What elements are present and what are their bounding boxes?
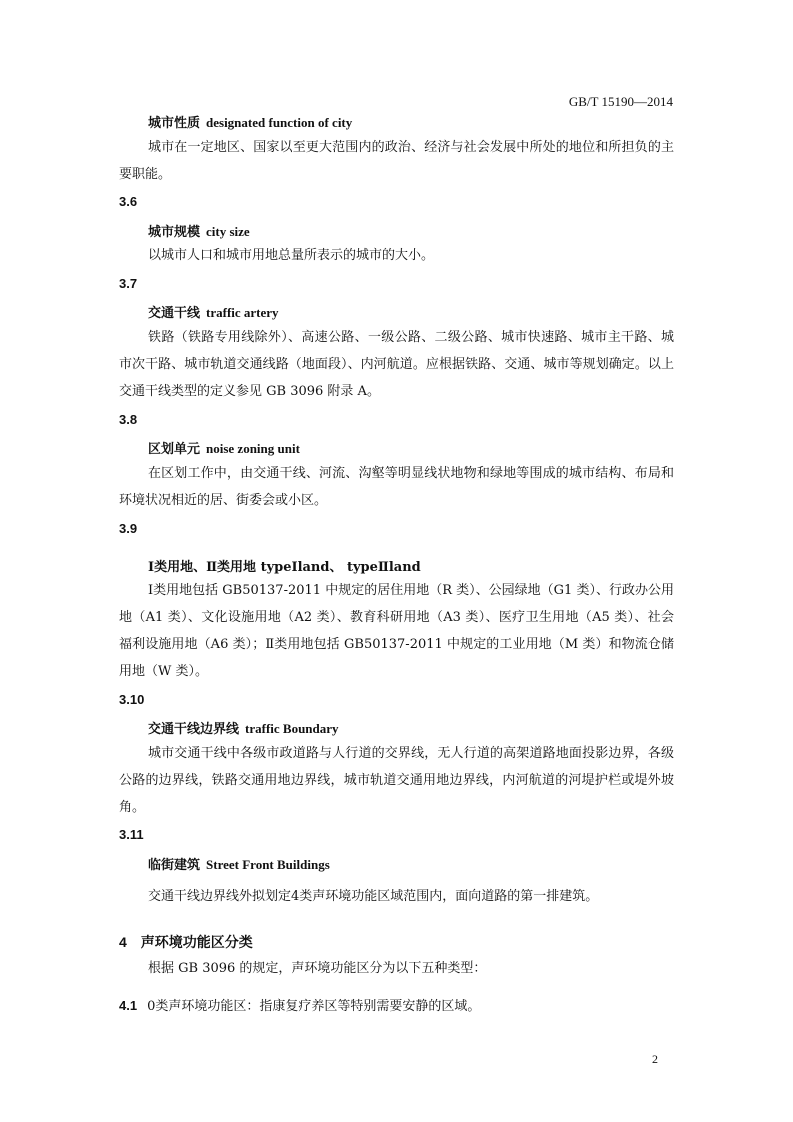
- subclause-number: 4.1: [119, 998, 138, 1013]
- term-cn: 城市规模: [148, 225, 201, 240]
- term-en: Street Front Buildings: [206, 857, 330, 872]
- section-title: 声环境功能区分类: [140, 935, 253, 951]
- term-cn: 临街建筑: [148, 858, 201, 873]
- clause-number: 3.7: [119, 276, 138, 291]
- definition-city-function: 城市在一定地区、国家以至更大范围内的政治、经济与社会发展中所处的地位和所担负的主要职能。: [119, 140, 674, 182]
- subclause-text: 0类声环境功能区：指康复疗养区等特别需要安静的区域。: [147, 999, 481, 1014]
- standard-header: GB/T 15190—2014: [568, 94, 673, 109]
- term-cn: 城市性质: [148, 116, 201, 131]
- page-number: 2: [652, 1052, 658, 1066]
- term-en: traffic Boundary: [245, 721, 339, 736]
- clause-number: 3.8: [119, 412, 138, 427]
- definition-noise-zoning-unit: 在区划工作中，由交通干线、河流、沟壑等明显线状地物和绿地等围成的城市结构、布局和环境状况相近的居、街委会或小区。: [119, 466, 674, 508]
- definition-traffic-boundary: 城市交通干线中各级市政道路与人行道的交界线，无人行道的高架道路地面投影边界，各级公路的边界线，铁路交通用地边界线，城市轨道交通用地边界线，内河航道的河堤护栏或堤外坡角。: [119, 746, 674, 815]
- subclause-4-1: [119, 995, 480, 1014]
- clause-number: 3.10: [119, 692, 145, 707]
- definition-traffic-artery: 铁路（铁路专用线除外）、高速公路、一级公路、二级公路、城市快速路、城市主干路、城市次干路、城市轨道交通线路（地面段）、内河航道。应根据铁路、交通、城市等规划确定。以上交通干线类型的定义参见 GB 3096 附录 A。: [119, 330, 674, 399]
- section-intro: 根据 GB 3096 的规定，声环境功能区分为以下五种类型：: [148, 961, 487, 976]
- term-en: designated function of city: [206, 115, 353, 130]
- definition-city-size: 以城市人口和城市用地总量所表示的城市的大小。: [148, 248, 435, 263]
- term-en: noise zoning unit: [206, 441, 300, 456]
- term-city-function: [148, 112, 352, 131]
- term-city-size: [148, 221, 250, 240]
- term-land-type: Ⅰ类用地、Ⅱ类用地 typeⅠland、 typeⅡland: [148, 560, 421, 575]
- term-traffic-artery: [148, 302, 279, 321]
- definition-street-front-buildings: 交通干线边界线外拟划定4类声环境功能区域范围内，面向道路的第一排建筑。: [148, 889, 599, 904]
- term-en: city size: [206, 224, 250, 239]
- section-heading: [119, 932, 253, 952]
- clause-number: 3.6: [119, 194, 138, 209]
- section-number: 4: [119, 934, 127, 950]
- clause-number: 3.11: [119, 827, 144, 842]
- term-cn: 交通干线: [148, 306, 201, 321]
- term-street-front-buildings: [148, 854, 330, 873]
- clause-number: 3.9: [119, 521, 138, 536]
- term-noise-zoning-unit: [148, 438, 300, 457]
- definition-land-type: Ⅰ类用地包括 GB50137-2011 中规定的居住用地（R 类）、公园绿地（G1 类）、行政办公用地（A1 类）、文化设施用地（A2 类）、教育科研用地（A3 类）、医疗卫生用地（A5 类）、社会福利设施用地（A6 类）；Ⅱ类用地包括 GB50137-2011 中规定的工业用地（M 类）和物流仓储用地（W 类）。: [119, 583, 674, 679]
- term-cn: 交通干线边界线: [148, 722, 240, 737]
- term-cn: 区划单元: [148, 442, 201, 457]
- term-en: traffic artery: [206, 305, 279, 320]
- term-traffic-boundary: [148, 718, 339, 737]
